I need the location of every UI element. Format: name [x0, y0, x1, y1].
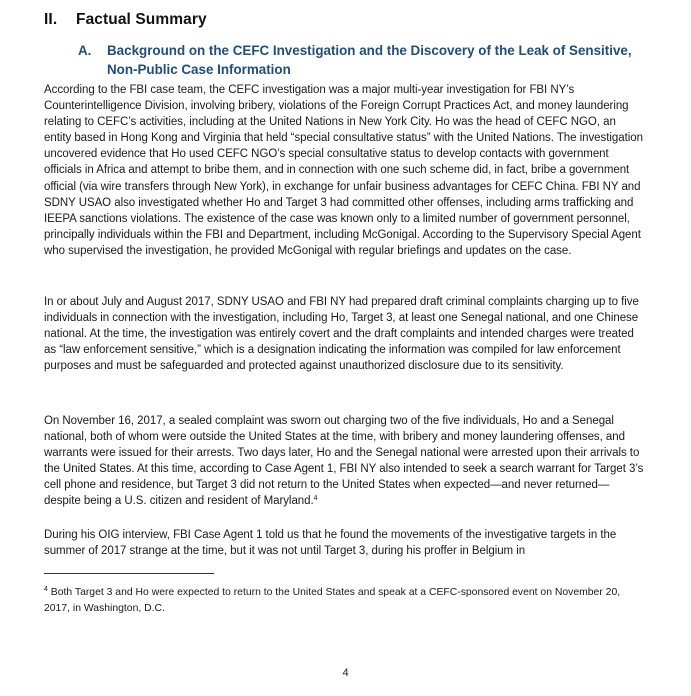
footnote-marker: 4	[44, 586, 48, 593]
paragraph-3-text: On November 16, 2017, a sealed complaint was sworn out charging two of the five individuals, Ho and a Senegal national, both of whom were outside the United States at the time, with bribery and money laundering offenses, and warrants were issued for their arrests. Two days later, Ho and the Senegal national were arrested upon their arrivals to the United States. At this time, according to Case Agent 1, FBI NY also intended to seek a search warrant for Target 3’s cell phone and residence, but Target 3 did not return to the United States when expected—and never returned—despite being a U.S. citizen and resident of Maryland.	[44, 415, 644, 508]
page-number: 4	[342, 667, 349, 679]
paragraph-4: During his OIG interview, FBI Case Agent 1 told us that he found the movements of the investigative targets in the summer of 2017 strange at the time, but it was not until Target 3, during his proffer in Belgium in	[44, 529, 617, 558]
section-heading	[44, 11, 207, 29]
footnote-divider	[44, 573, 214, 574]
paragraph-2: In or about July and August 2017, SDNY USAO and FBI NY had prepared draft criminal complaints charging up to five individuals in connection with the investigation, including Ho, Target 3, at least one Senegal national, and one Chinese national. At the time, the investigation was entirely covert and the draft complaints and intended charges were treated as “law enforcement sensitive,” which is a designation indicating the information was compiled for law enforcement purposes and must be safeguarded and protected against unauthorized disclosure due to its sensitivity.	[44, 296, 639, 373]
section-title: Factual Summary	[76, 11, 207, 28]
footnote-reference[interactable]: 4	[313, 495, 318, 503]
subsection-heading	[78, 41, 638, 79]
subsection-title: Background on the CEFC Investigation and the Discovery of the Leak of Sensitive, Non-Public Case Information	[107, 43, 632, 77]
paragraph-3	[44, 413, 646, 510]
paragraph-1: According to the FBI case team, the CEFC investigation was a major multi-year investigation for FBI NY’s Counterintelligence Division, involving bribery, violations of the Foreign Corrupt Practices Act, and money laundering relating to CEFC’s activities, including at the United Nations in New York City. Ho was the head of CEFC NGO, an entity based in Hong Kong and Virginia that held “special consultative status” with the United Nations. The investigation uncovered evidence that Ho used CEFC NGO’s special consultative status to develop contacts with government officials in Africa and attempt to bribe them, and in connection with one such scheme did, in fact, bribe a government official (via wire transfers through New York), in exchange for unfair business advantages for CEFC China. FBI NY and SDNY USAO also investigated whether Ho and Target 3 had committed other offenses, including arms trafficking and IEEPA sanctions violations. The existence of the case was known only to a limited number of government personnel, principally individuals within the FBI and Department, including McGonigal. According to the Supervisory Special Agent who supervised the investigation, he provided McGonigal with regular briefings and updates on the case.	[44, 84, 643, 257]
footnote-text: Both Target 3 and Ho were expected to return to the United States and speak at a CEFC-sponsored event on November 20, 2017, in Washington, D.C.	[44, 587, 621, 614]
footnote	[44, 585, 644, 617]
section-number: II.	[44, 11, 58, 28]
subsection-letter: A.	[78, 43, 92, 58]
